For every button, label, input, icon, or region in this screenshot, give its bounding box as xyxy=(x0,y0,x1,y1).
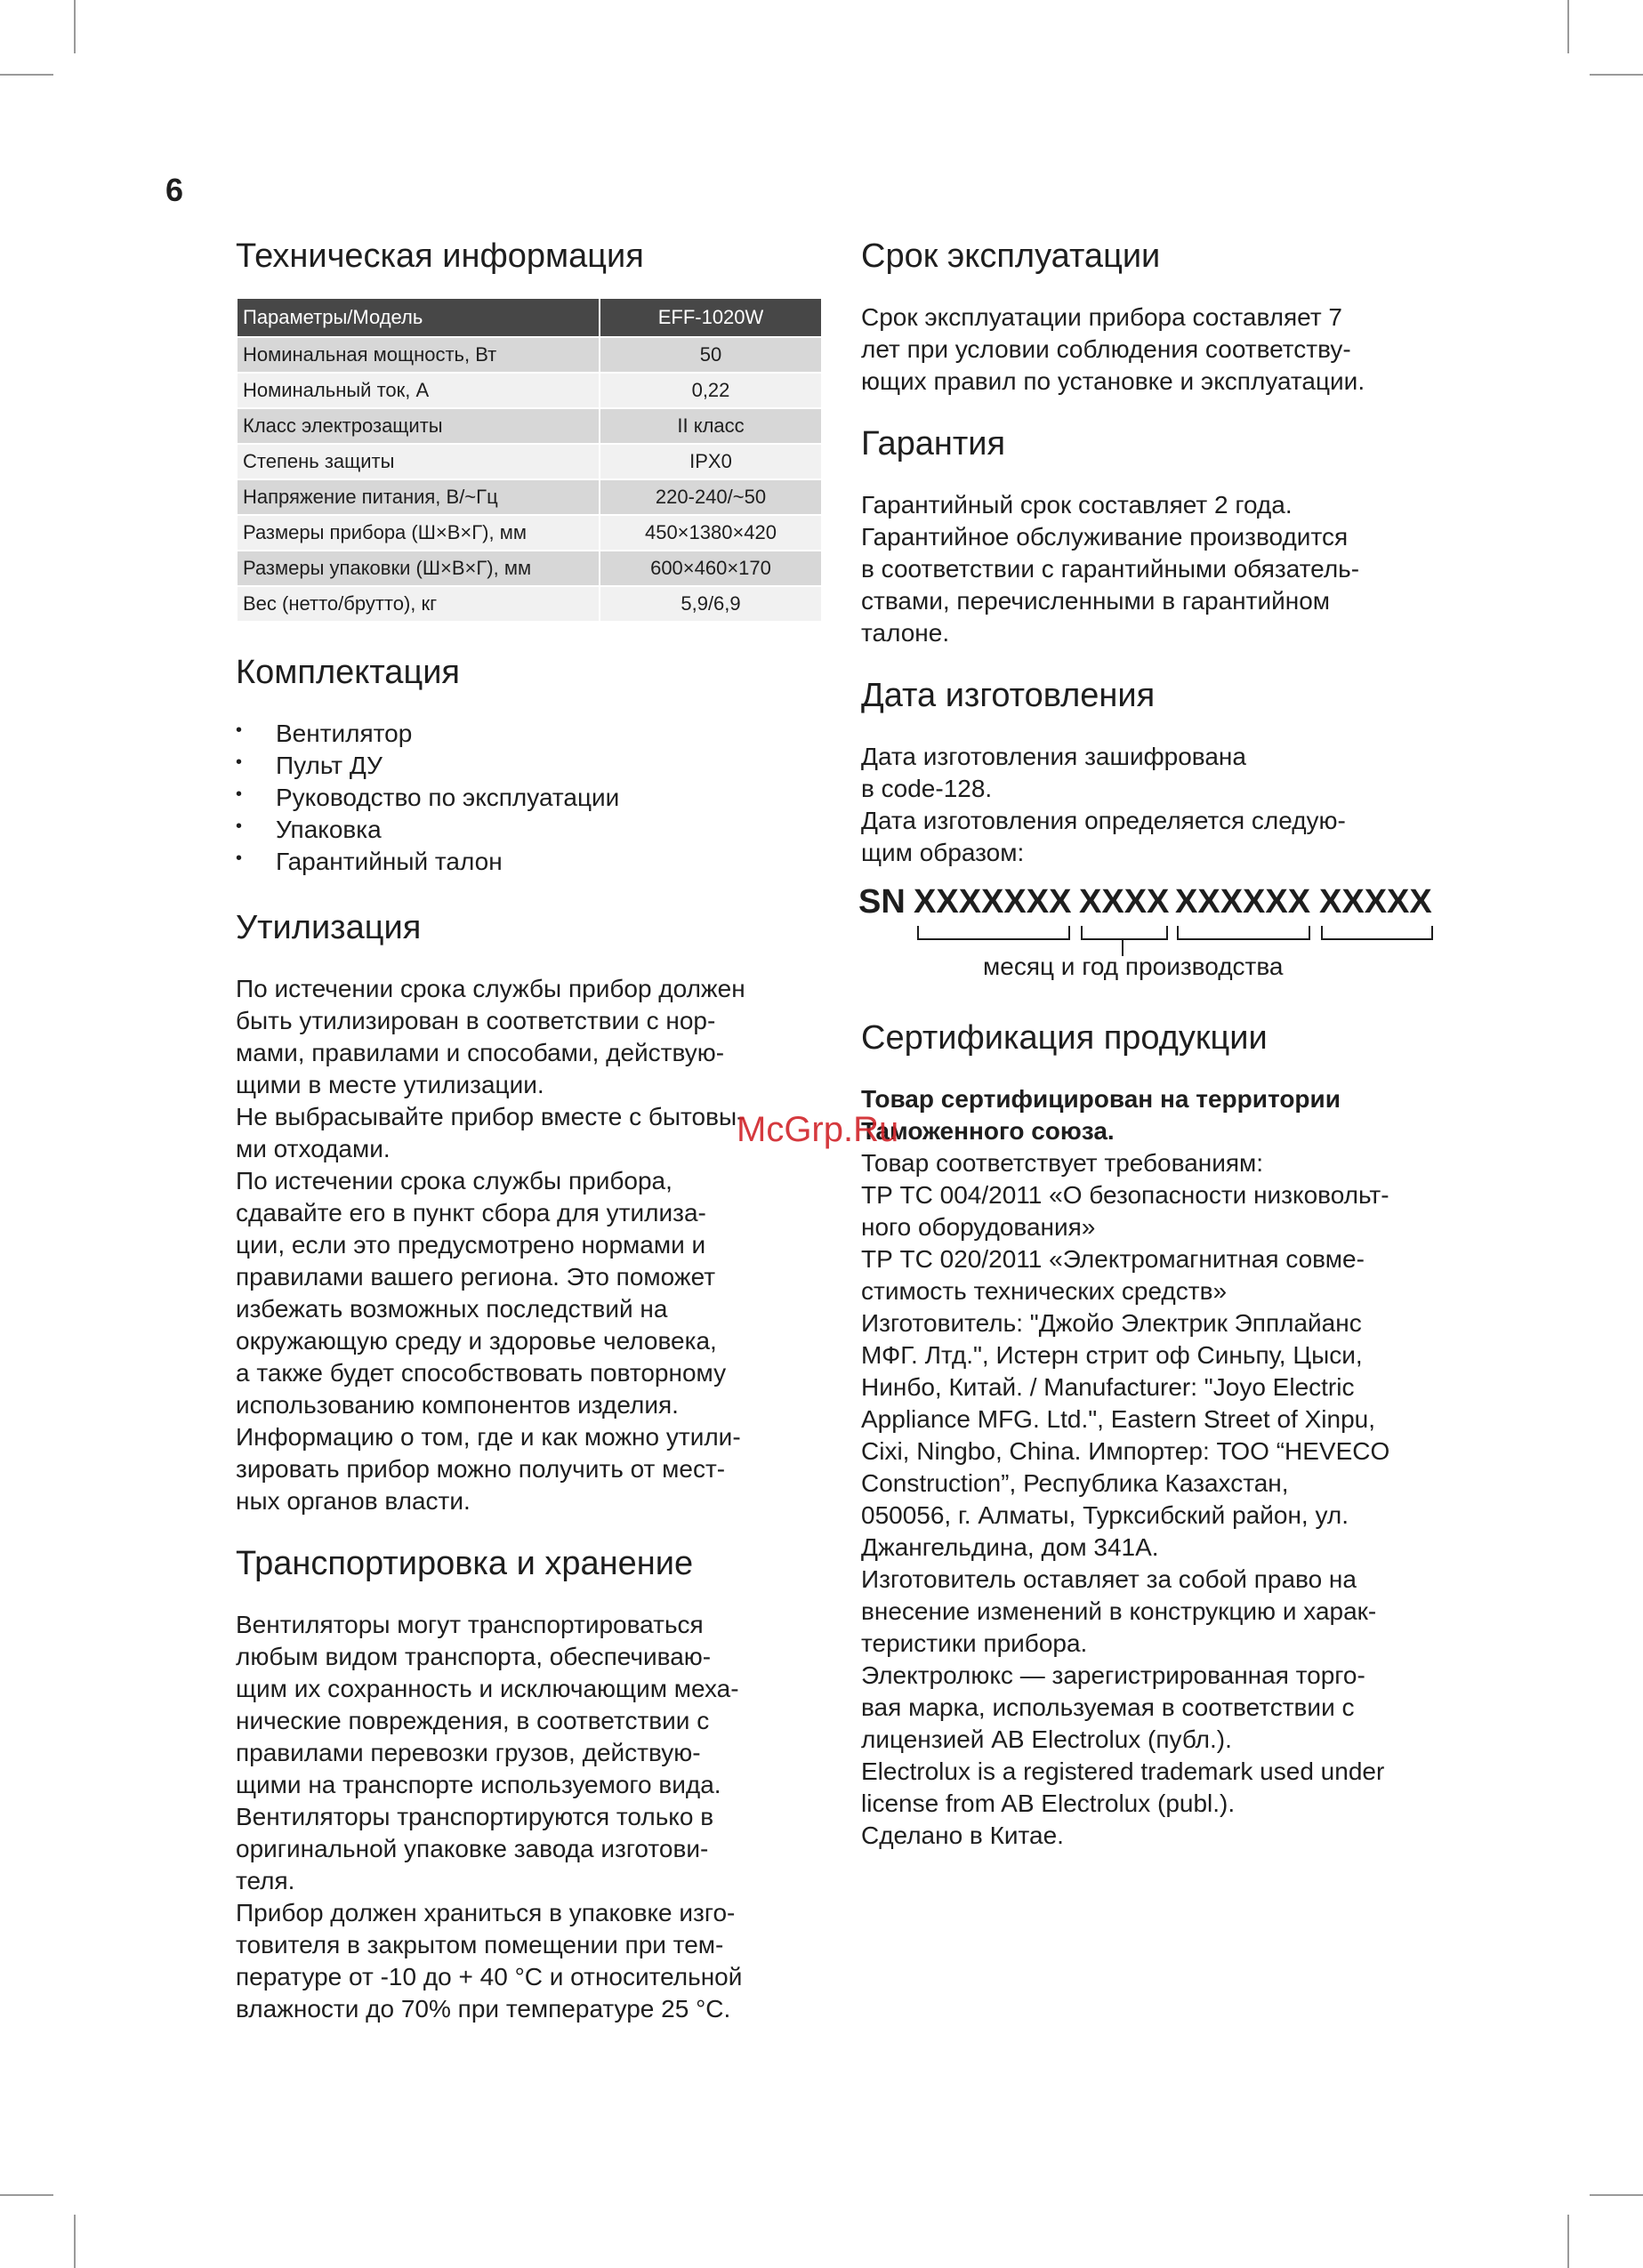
list-item: • Упаковка xyxy=(236,814,823,846)
spec-param: Номинальная мощность, Вт xyxy=(237,337,600,373)
text-line-bold: Товар сертифицирован на территории xyxy=(861,1085,1341,1113)
text-line: ми отходами. xyxy=(236,1135,391,1162)
table-row xyxy=(237,479,822,515)
text-line: мами, правилами и способами, действую- xyxy=(236,1039,725,1066)
text-line: Дата изготовления определяется следую- xyxy=(861,807,1346,834)
text-line: ствами, перечисленными в гарантийном xyxy=(861,587,1331,615)
spec-value: 0,22 xyxy=(600,373,822,408)
text-line: ТР ТС 020/2011 «Электромагнитная совме- xyxy=(861,1245,1365,1273)
text-line: в соответствии с гарантийными обязатель- xyxy=(861,555,1360,583)
disposal-text xyxy=(236,973,823,1517)
spec-header-model: EFF-1020W xyxy=(600,298,822,337)
text-line: Прибор должен храниться в упаковке изго- xyxy=(236,1899,736,1926)
crop-mark-top-left-v xyxy=(74,0,76,53)
spec-param: Вес (нетто/брутто), кг xyxy=(237,586,600,622)
transport-heading: Транспортировка и хранение xyxy=(236,1545,694,1582)
spec-param: Класс электрозащиты xyxy=(237,408,600,444)
certification-text xyxy=(861,1083,1448,1852)
text-line: Изготовитель оставляет за собой право на xyxy=(861,1565,1357,1593)
watermark: McGrp.Ru xyxy=(737,1110,899,1149)
text-line: сдавайте его в пункт сбора для утилиза- xyxy=(236,1199,706,1226)
manufacture-date-heading: Дата изготовления xyxy=(861,677,1156,714)
text-line: ных органов власти. xyxy=(236,1487,471,1515)
crop-mark-bottom-right-h xyxy=(1590,2194,1643,2196)
text-line: щим их сохранность и исключающим меха- xyxy=(236,1675,739,1702)
text-line: Не выбрасывайте прибор вместе с бытовы- xyxy=(236,1103,745,1130)
spec-value: IPX0 xyxy=(600,444,822,479)
text-line-bold: Таможенного союза. xyxy=(861,1117,1115,1145)
text-line: Изготовитель: "Джойо Электрик Эпплайанс xyxy=(861,1309,1362,1337)
text-line: нические повреждения, в соответствии с xyxy=(236,1707,710,1734)
text-line: любым видом транспорта, обеспечиваю- xyxy=(236,1643,712,1670)
warranty-text xyxy=(861,489,1448,649)
spec-value: 220-240/~50 xyxy=(600,479,822,515)
spec-value: 600×460×170 xyxy=(600,551,822,586)
list-item: • Пульт ДУ xyxy=(236,750,823,782)
spec-param: Размеры прибора (Ш×В×Г), мм xyxy=(237,515,600,551)
crop-mark-top-right-h xyxy=(1590,74,1643,76)
text-line: По истечении срока службы прибор должен xyxy=(236,975,745,1002)
spec-value: 450×1380×420 xyxy=(600,515,822,551)
sn-prefix: SN xyxy=(858,883,906,921)
table-row xyxy=(237,444,822,479)
text-line: МФГ. Лтд.", Истерн стрит оф Синьпу, Цыси, xyxy=(861,1341,1363,1369)
text-line: в code-128. xyxy=(861,775,993,802)
manufacture-date-text xyxy=(861,741,1448,869)
sn-group-3: XXXXXX xyxy=(1175,883,1311,921)
warranty-heading: Гарантия xyxy=(861,425,1006,462)
tech-info-heading: Техническая информация xyxy=(236,237,644,275)
text-line: окружающую среду и здоровье человека, xyxy=(236,1327,717,1355)
transport-text xyxy=(236,1609,823,2025)
text-line: Информацию о том, где и как можно утили- xyxy=(236,1423,741,1451)
crop-mark-bottom-left-v xyxy=(74,2215,76,2268)
text-line: ТР ТС 004/2011 «О безопасности низковольт- xyxy=(861,1181,1389,1209)
sn-brace-4 xyxy=(1321,926,1433,940)
list-item: • Вентилятор xyxy=(236,718,823,750)
text-line: избежать возможных последствий на xyxy=(236,1295,668,1323)
text-line: Джангельдина, дом 341А. xyxy=(861,1533,1159,1561)
text-line: 050056, г. Алматы, Турксибский район, ул. xyxy=(861,1501,1349,1529)
sn-group-1: XXXXXXX xyxy=(914,883,1072,921)
text-line: Construction”, Республика Казахстан, xyxy=(861,1469,1289,1497)
table-row xyxy=(237,408,822,444)
spec-header-param: Параметры/Модель xyxy=(237,298,600,337)
spec-param: Номинальный ток, А xyxy=(237,373,600,408)
table-row xyxy=(237,373,822,408)
text-line: правилами вашего региона. Это поможет xyxy=(236,1263,716,1291)
disposal-heading: Утилизация xyxy=(236,909,422,946)
text-line: license from AB Electrolux (publ.). xyxy=(861,1789,1236,1817)
text-line: внесение изменений в конструкцию и харак- xyxy=(861,1597,1377,1625)
table-row xyxy=(237,586,822,622)
text-line: Товар соответствует требованиям: xyxy=(861,1149,1264,1177)
text-line: Вентиляторы транспортируются только в xyxy=(236,1803,714,1830)
text-line: правилами перевозки грузов, действую- xyxy=(236,1739,701,1766)
text-line: вая марка, используемая в соответствии с xyxy=(861,1693,1355,1721)
text-line: ющих правил по установке и эксплуатации. xyxy=(861,367,1365,395)
crop-mark-bottom-right-v xyxy=(1567,2215,1569,2268)
text-line: талоне. xyxy=(861,619,950,647)
text-line: Сделано в Китае. xyxy=(861,1822,1064,1849)
right-column xyxy=(858,233,1448,1852)
text-line: Гарантийный срок составляет 2 года. xyxy=(861,491,1293,519)
spec-param: Напряжение питания, В/~Гц xyxy=(237,479,600,515)
text-line: зировать прибор можно получить от мест- xyxy=(236,1455,726,1483)
spec-value: 50 xyxy=(600,337,822,373)
text-line: щими в месте утилизации. xyxy=(236,1071,544,1098)
text-line: стимость технических средств» xyxy=(861,1277,1228,1305)
table-row xyxy=(237,515,822,551)
text-line: использованию компонентов изделия. xyxy=(236,1391,679,1419)
text-line: По истечении срока службы прибора, xyxy=(236,1167,673,1194)
text-line: щим образом: xyxy=(861,839,1025,866)
spec-param: Размеры упаковки (Ш×В×Г), мм xyxy=(237,551,600,586)
crop-mark-top-right-v xyxy=(1567,0,1569,53)
crop-mark-top-left-h xyxy=(0,74,53,76)
certification-heading: Сертификация продукции xyxy=(861,1019,1268,1057)
spec-value: 5,9/6,9 xyxy=(600,586,822,622)
spec-param: Степень защиты xyxy=(237,444,600,479)
sn-group-2: XXXX xyxy=(1079,883,1170,921)
kit-list xyxy=(236,718,823,878)
text-line: ного оборудования» xyxy=(861,1213,1096,1241)
table-row xyxy=(237,551,822,586)
kit-heading: Комплектация xyxy=(236,654,461,691)
text-line: быть утилизирован в соответствии с нор- xyxy=(236,1007,716,1034)
text-line: ции, если это предусмотрено нормами и xyxy=(236,1231,706,1259)
list-item: • Гарантийный талон xyxy=(236,846,823,878)
text-line: Appliance MFG. Ltd.", Eastern Street of Xinpu, xyxy=(861,1405,1376,1433)
sn-brace-2 xyxy=(1081,926,1168,940)
spec-value: II класс xyxy=(600,408,822,444)
lifetime-text xyxy=(861,302,1448,398)
sn-brace-3 xyxy=(1177,926,1310,940)
spec-table xyxy=(236,297,823,623)
text-line: пературе от -10 до + 40 °С и относительной xyxy=(236,1963,743,1991)
text-line: Гарантийное обслуживание производится xyxy=(861,523,1349,551)
table-row xyxy=(237,337,822,373)
serial-number-diagram xyxy=(858,881,1448,979)
sn-group-4: XXXXX xyxy=(1319,883,1432,921)
lifetime-heading: Срок эксплуатации xyxy=(861,237,1161,275)
list-item: • Руководство по эксплуатации xyxy=(236,782,823,814)
text-line: лицензией AB Electrolux (публ.). xyxy=(861,1725,1232,1753)
text-line: щими на транспорте используемого вида. xyxy=(236,1771,721,1798)
text-line: а также будет способствовать повторному xyxy=(236,1359,727,1387)
page-number: 6 xyxy=(165,172,184,208)
text-line: товителя в закрытом помещении при тем- xyxy=(236,1931,724,1958)
text-line: Срок эксплуатации прибора составляет 7 xyxy=(861,303,1342,331)
text-line: оригинальной упаковке завода изготови- xyxy=(236,1835,709,1862)
text-line: Дата изготовления зашифрована xyxy=(861,743,1246,770)
text-line: влажности до 70% при температуре 25 °С. xyxy=(236,1995,731,2023)
text-line: Cixi, Ningbo, China. Импортер: ТОО “HEVECO xyxy=(861,1437,1390,1465)
text-line: Электролюкс — зарегистрированная торго- xyxy=(861,1661,1365,1689)
text-line: Нинбо, Китай. / Manufacturer: "Joyo Electric xyxy=(861,1373,1355,1401)
left-column xyxy=(236,233,823,2025)
sn-brace-1 xyxy=(917,926,1070,940)
text-line: теристики прибора. xyxy=(861,1629,1088,1657)
text-line: лет при условии соблюдения соответству- xyxy=(861,335,1351,363)
sn-caption: месяц и год производства xyxy=(983,953,1284,980)
text-line: Electrolux is a registered trademark used under xyxy=(861,1757,1385,1785)
text-line: Вентиляторы могут транспортироваться xyxy=(236,1611,704,1638)
crop-mark-bottom-left-h xyxy=(0,2194,53,2196)
spec-table-header xyxy=(237,298,822,337)
text-line: теля. xyxy=(236,1867,295,1894)
